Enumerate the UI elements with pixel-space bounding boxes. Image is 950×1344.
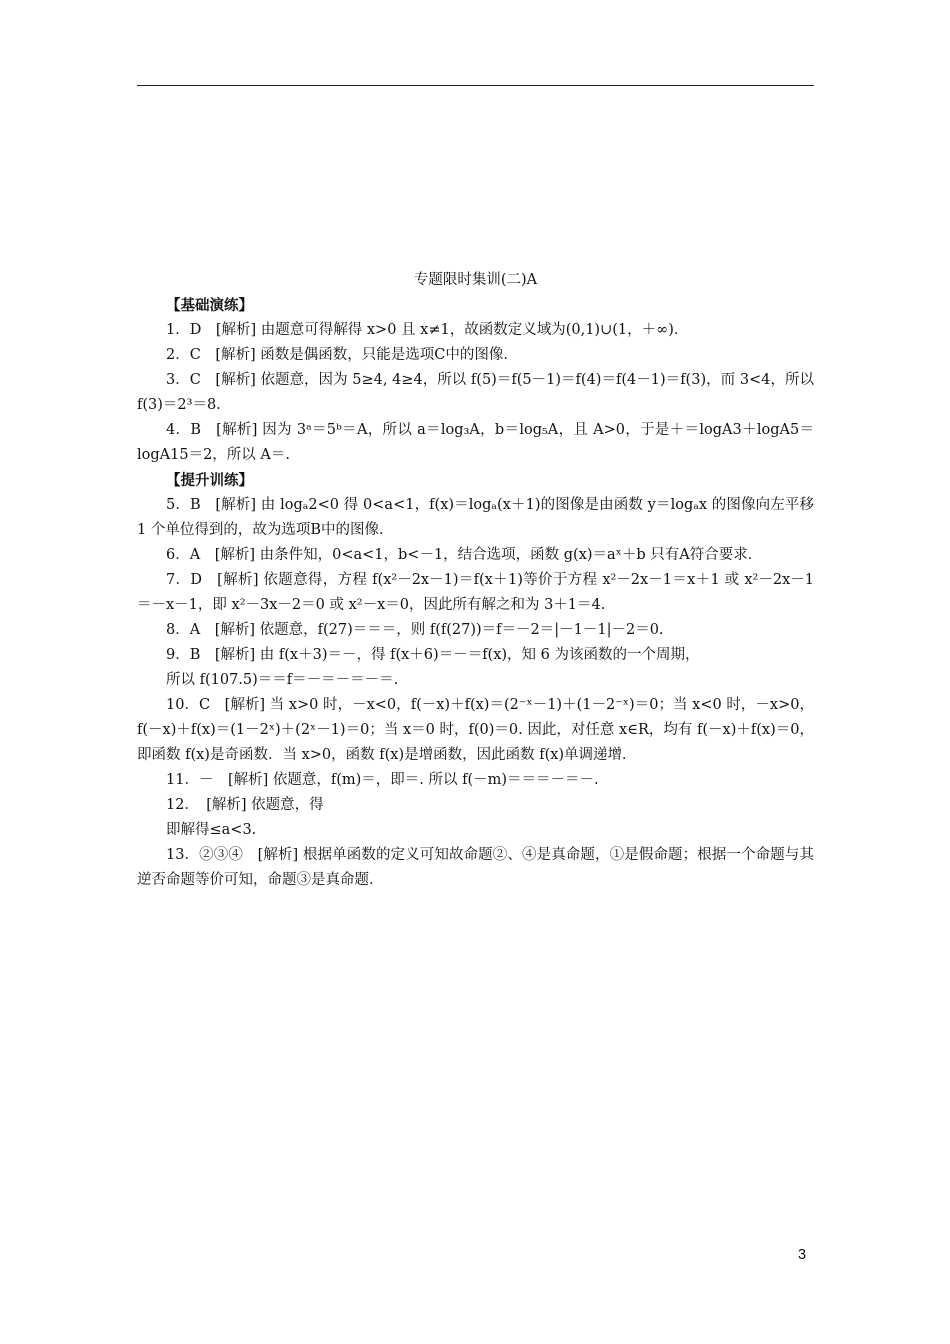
- answer-item: 6．A [解析] 由条件知，0<a<1，b<－1，结合选项，函数 g(x)＝aˣ＋b 只有A符合要求．: [166, 547, 763, 563]
- section-heading-advanced: 【提升训练】: [166, 472, 253, 489]
- header-rule: [137, 85, 814, 86]
- page-title: 专题限时集训(二)A: [413, 272, 538, 288]
- answer-item: 4．B [解析] 因为 3ᵃ＝5ᵇ＝A，所以 a＝log₃A，b＝log₅A，且 A>0，于是＋＝logA3＋logA5＝logA15＝2，所以 A＝.: [137, 422, 814, 463]
- answer-item: 5．B [解析] 由 logₐ2<0 得 0<a<1，f(x)＝logₐ(x＋1)的图像是由函数 y＝logₐx 的图像向左平移 1 个单位得到的，故为选项B中的图像．: [137, 497, 814, 538]
- answer-item: 7．D [解析] 依题意得，方程 f(x²－2x－1)＝f(x＋1)等价于方程 x²－2x－1＝x＋1 或 x²－2x－1＝－x－1，即 x²－3x－2＝0 或 x²－x＝0，因此所有解之和为 3＋1＝4.: [137, 572, 814, 613]
- answer-item: 11．－ [解析] 依题意，f(m)＝，即＝. 所以 f(－m)＝＝＝－＝－.: [166, 772, 599, 788]
- answer-item: 10．C [解析] 当 x>0 时，－x<0，f(－x)＋f(x)＝(2⁻ˣ－1)＋(1－2⁻ˣ)＝0；当 x<0 时，－x>0，f(－x)＋f(x)＝(1－2ˣ)＋(2ˣ－1)＝0；当 x＝0 时，f(0)＝0. 因此，对任意 x∈R，均有 f(－x)＋f(x)＝0，即函数 f(x)是奇函数．当 x>0，函数 f(x)是增函数，因此函数 f(x)单调递增．: [137, 697, 814, 763]
- answer-item: 9．B [解析] 由 f(x＋3)＝－，得 f(x＋6)＝－＝f(x)，知 6 为该函数的一个周期，: [166, 647, 700, 663]
- answer-item: 8．A [解析] 依题意，f(27)＝＝＝，则 f(f(27))＝f＝－2＝|－1－1|－2＝0.: [166, 622, 664, 638]
- answer-item-continuation: 所以 f(107.5)＝＝f＝－＝－＝－＝.: [166, 672, 399, 688]
- answer-item: 13．②③④ [解析] 根据单函数的定义可知故命题②、④是真命题，①是假命题；根据一个命题与其逆否命题等价可知，命题③是真命题．: [137, 847, 814, 888]
- answer-item: 3．C [解析] 依题意，因为 5≥4, 4≥4，所以 f(5)＝f(5－1)＝f(4)＝f(4－1)＝f(3)，而 3<4，所以 f(3)＝2³＝8.: [137, 372, 814, 413]
- section-heading-basic: 【基础演练】: [166, 297, 253, 314]
- page-number: 3: [798, 1247, 807, 1263]
- answer-item: 2．C [解析] 函数是偶函数，只能是选项C中的图像．: [166, 347, 518, 363]
- document-body: [137, 268, 814, 893]
- answer-item: 1．D [解析] 由题意可得解得 x>0 且 x≠1，故函数定义域为(0,1)∪(1，＋∞)．: [166, 322, 689, 338]
- answer-item-continuation: 即解得≤a<3.: [166, 822, 257, 838]
- answer-item: 12． [解析] 依题意，得: [166, 797, 324, 813]
